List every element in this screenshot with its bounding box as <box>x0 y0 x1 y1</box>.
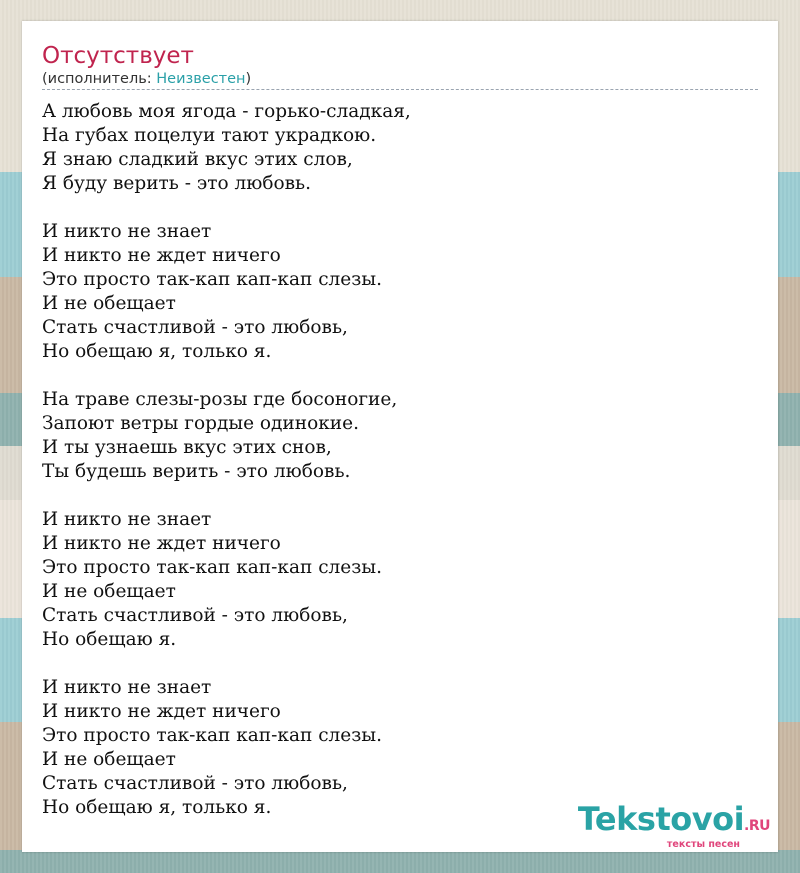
lyrics-card <box>22 21 778 852</box>
stanza-break <box>42 484 411 508</box>
lyric-line: И никто не знает <box>42 677 212 698</box>
logo-wordmark <box>578 802 770 843</box>
artist-link[interactable]: Неизвестен <box>156 71 246 87</box>
lyric-line: Это просто так-кап кап-кап слезы. <box>42 557 382 578</box>
stanza-break <box>42 652 411 676</box>
lyric-line: И ты узнаешь вкус этих снов, <box>42 437 332 458</box>
lyric-line: Ты будешь верить - это любовь. <box>42 461 351 482</box>
lyric-line: И никто не ждет ничего <box>42 701 281 722</box>
lyric-line: И не обещает <box>42 293 176 314</box>
lyric-line: Это просто так-кап кап-кап слезы. <box>42 269 382 290</box>
stanza-break <box>42 364 411 388</box>
lyric-line: Стать счастливой - это любовь, <box>42 605 348 626</box>
lyric-line: Запоют ветры гордые одинокие. <box>42 413 359 434</box>
lyric-line: И никто не ждет ничего <box>42 533 281 554</box>
lyric-line: А любовь моя ягода - горько-сладкая, <box>42 101 411 122</box>
site-logo[interactable] <box>578 802 770 850</box>
song-title: Отсутствует <box>42 43 194 69</box>
artist-prefix: (исполнитель: <box>42 71 157 87</box>
lyric-line: На губах поцелуи тают украдкою. <box>42 125 377 146</box>
lyric-line: И не обещает <box>42 581 176 602</box>
lyric-line: И никто не ждет ничего <box>42 245 281 266</box>
lyric-line: Стать счастливой - это любовь, <box>42 773 348 794</box>
lyric-line: На траве слезы-розы где босоногие, <box>42 389 398 410</box>
lyric-line: И никто не знает <box>42 509 212 530</box>
lyric-line: Я буду верить - это любовь. <box>42 173 311 194</box>
stanza-break <box>42 196 411 220</box>
artist-suffix: ) <box>245 71 252 87</box>
logo-tld: .RU <box>744 818 770 834</box>
logo-tagline: тексты песен <box>666 839 740 850</box>
lyric-line: И не обещает <box>42 749 176 770</box>
logo-name: Tekstovoi <box>577 800 745 838</box>
lyric-line: Но обещаю я, только я. <box>42 341 272 362</box>
artist-line <box>42 71 251 87</box>
lyric-line: Это просто так-кап кап-кап слезы. <box>42 725 382 746</box>
lyric-line: И никто не знает <box>42 221 212 242</box>
lyric-line: Но обещаю я. <box>42 629 177 650</box>
lyrics-text <box>42 100 411 820</box>
lyric-line: Я знаю сладкий вкус этих слов, <box>42 149 353 170</box>
lyric-line: Но обещаю я, только я. <box>42 797 272 818</box>
lyric-line: Стать счастливой - это любовь, <box>42 317 348 338</box>
dashed-divider <box>42 89 758 90</box>
